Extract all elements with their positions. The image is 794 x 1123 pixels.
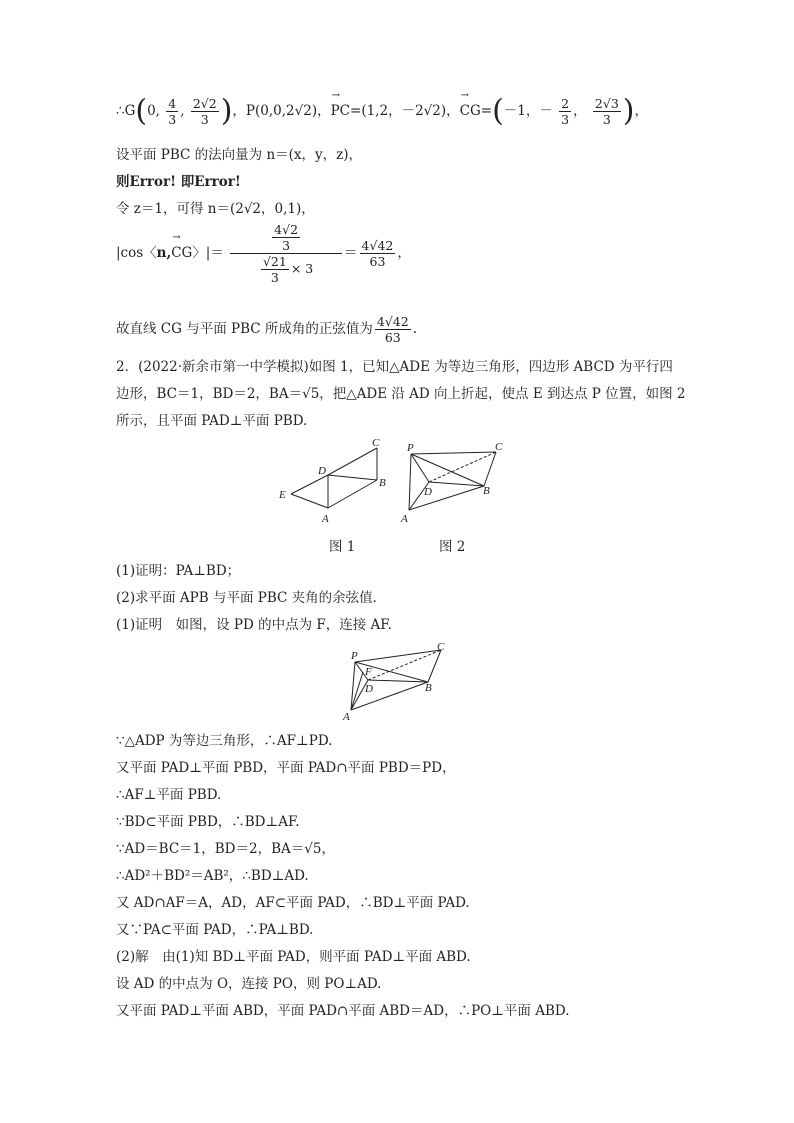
frac-num: 4√2 — [274, 222, 299, 237]
edge-ea — [291, 494, 328, 508]
label-d: D — [318, 465, 326, 477]
text-n: n, — [156, 245, 172, 261]
frac-inner-den — [261, 254, 289, 285]
text-pc-value: =(1,2，－2√2)， — [350, 103, 460, 119]
edge-dc — [328, 448, 377, 475]
text-g: ∴G — [116, 103, 136, 119]
frac-g-z — [191, 96, 219, 127]
solution-line-3: 又平面 PAD⊥平面 PBD，平面 PAD∩平面 PBD＝PD， — [116, 760, 456, 776]
frac-cg-y — [559, 96, 571, 127]
frac-big-den — [230, 254, 342, 285]
frac-inner-num — [272, 222, 300, 253]
line-sine-result — [116, 314, 417, 345]
problem-2-line-3: 所示，且平面 PAD⊥平面 PBD. — [116, 413, 308, 429]
figure-2-caption: 图 2 — [439, 539, 466, 555]
comma: , — [180, 103, 185, 119]
text-p-coords: ，P(0,0,2√2)， — [232, 103, 331, 119]
paren-close: ) — [622, 93, 635, 129]
frac-den: 3 — [561, 112, 570, 127]
edge-pa — [409, 454, 411, 510]
frac-den: 3 — [168, 112, 177, 127]
vector-pc: → PC — [331, 102, 350, 120]
solution-line-4: ∴AF⊥平面 PBD. — [116, 787, 222, 803]
text-cos: |cos〈 — [116, 245, 157, 261]
frac-sine — [375, 314, 411, 345]
frac-den: 3 — [200, 112, 209, 127]
frac-den: 3 — [602, 112, 611, 127]
frac-num: 4√42 — [376, 314, 409, 329]
figure-3 — [341, 640, 453, 724]
solution-line-12: 又平面 PAD⊥平面 ABD，平面 PAD∩平面 ABD＝AD，∴PO⊥平面 ABD. — [116, 1003, 570, 1019]
frac-num: 2 — [561, 96, 570, 111]
figure-1 — [276, 436, 396, 526]
frac-num: 4√42 — [361, 238, 394, 253]
label-b: B — [379, 477, 386, 489]
label-p: P — [407, 442, 414, 454]
line-g-coordinates — [116, 93, 649, 129]
label-f: F — [365, 666, 372, 678]
edge-pb — [411, 454, 484, 486]
question-2: (2)求平面 APB 与平面 PBC 夹角的余弦值． — [116, 590, 387, 606]
label-d: D — [424, 486, 432, 498]
frac-den: 3 — [282, 238, 291, 253]
label-c: C — [495, 441, 503, 453]
label-a: A — [401, 513, 408, 525]
label-c: C — [437, 641, 445, 653]
edge-db — [368, 680, 428, 682]
text-eq: ＝ — [344, 245, 358, 261]
line-normal-vector: 设平面 PBC 的法向量为 n＝(x，y，z)， — [116, 147, 363, 163]
frac-cg-z — [593, 96, 621, 127]
figure-1-caption: 图 1 — [329, 539, 356, 555]
label-a: A — [322, 513, 329, 525]
label-d: D — [365, 683, 373, 695]
line-cos — [116, 222, 411, 285]
frac-den: 63 — [369, 254, 386, 269]
problem-2-line-1: 2．(2022·新余市第一中学模拟)如图 1，已知△ADE 为等边三角形，四边形 ABCD 为平行四 — [116, 359, 673, 375]
edge-db — [328, 475, 377, 480]
label-a: A — [343, 711, 350, 723]
frac-num: 2√3 — [594, 96, 619, 111]
text-sine: 故直线 CG 与平面 PBC 所成角的正弦值为 — [116, 321, 373, 337]
vector-cg: → CG — [171, 244, 192, 262]
edge-ab — [328, 480, 377, 508]
solution-line-7: ∴AD²＋BD²＝AB²，∴BD⊥AD. — [116, 868, 309, 884]
label-b: B — [425, 682, 432, 694]
frac-big — [230, 222, 342, 285]
edge-pc — [355, 650, 441, 662]
problem-2-line-2: 边形，BC＝1，BD＝2，BA＝√5，把△ADE 沿 AD 向上折起，使点 E 到达点 P 位置，如图 2 — [116, 386, 686, 402]
paren-open: ( — [135, 93, 148, 129]
frac-num: 4 — [168, 96, 177, 111]
line-let-z: 令 z＝1，可得 n＝(2√2，0,1)， — [116, 201, 315, 217]
solution-line-8: 又 AD∩AF＝A，AD，AF⊂平面 PAD，∴BD⊥平面 PAD. — [116, 895, 470, 911]
solution-1-heading: (1)证明 如图，设 PD 的中点为 F，连接 AF. — [116, 617, 392, 633]
frac-result — [360, 238, 396, 269]
paren-close: ) — [220, 93, 233, 129]
text-close: 〉|＝ — [192, 245, 224, 261]
solution-line-10: (2)解 由(1)知 BD⊥平面 PAD，则平面 PAD⊥平面 ABD. — [116, 949, 471, 965]
text-mul: × 3 — [290, 261, 314, 276]
label-c: C — [372, 437, 380, 449]
solution-line-2: ∵△ADP 为等边三角形，∴AF⊥PD. — [116, 733, 333, 749]
edge-dc-hidden — [429, 452, 496, 482]
label-e: E — [279, 489, 286, 501]
solution-line-6: ∵AD＝BC＝1，BD＝2，BA＝√5， — [116, 841, 335, 857]
frac-den: 3 — [270, 270, 279, 285]
comma: ， — [573, 103, 587, 119]
g-x: 0, — [147, 103, 160, 119]
edge-ab — [409, 486, 484, 510]
cg-x: －1，－ — [503, 103, 553, 119]
solution-line-5: ∵BD⊂平面 PBD，∴BD⊥AF. — [116, 814, 300, 830]
edge-ed — [291, 475, 328, 494]
frac-num: √21 — [262, 254, 287, 269]
line-error: 则Error! 即Error! — [116, 174, 241, 190]
label-p: P — [351, 650, 358, 662]
vector-cg: → CG — [460, 102, 481, 120]
edge-ab — [351, 682, 428, 710]
text-eq: = — [480, 103, 493, 119]
edge-pc — [411, 452, 496, 454]
comma: ， — [634, 103, 649, 119]
frac-big-num — [230, 222, 342, 254]
paren-open: ( — [492, 93, 504, 129]
comma: ， — [397, 245, 411, 261]
question-1: (1)证明：PA⊥BD； — [116, 563, 241, 579]
solution-line-9: 又∵PA⊂平面 PAD，∴PA⊥BD. — [116, 922, 314, 938]
frac-g-y — [166, 96, 178, 127]
frac-den: 63 — [384, 330, 401, 345]
period: . — [412, 321, 417, 337]
figure-2 — [397, 440, 512, 528]
frac-num: 2√2 — [192, 96, 217, 111]
solution-line-11: 设 AD 的中点为 O，连接 PO，则 PO⊥AD. — [116, 976, 382, 992]
label-b: B — [483, 485, 490, 497]
